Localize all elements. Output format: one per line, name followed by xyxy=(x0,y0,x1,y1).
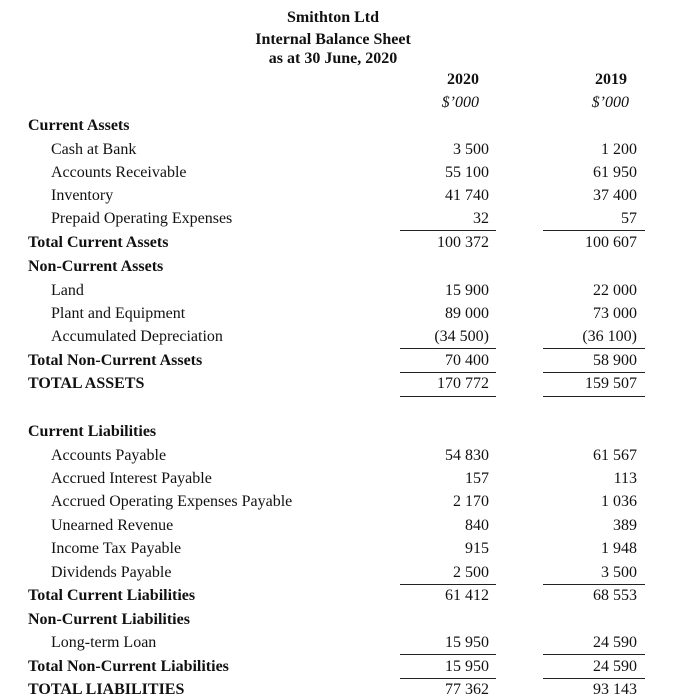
value-2019: 1 036 xyxy=(601,493,637,510)
row-label: Inventory xyxy=(51,187,114,204)
value-2020: 15 950 xyxy=(445,634,489,651)
total-label: Total Non-Current Liabilities xyxy=(28,658,229,675)
total-2019: 24 590 xyxy=(593,658,637,675)
row-label: Cash at Bank xyxy=(51,141,137,158)
value-2020: 41 740 xyxy=(445,187,489,204)
column-header-2020: 2020 xyxy=(447,71,479,88)
value-2020: (34 500) xyxy=(434,328,489,345)
row-label: Accrued Operating Expenses Payable xyxy=(51,493,293,510)
row-label: Prepaid Operating Expenses xyxy=(51,210,233,227)
value-2019: 73 000 xyxy=(593,305,637,322)
total-2020: 70 400 xyxy=(445,352,489,369)
row-label: Plant and Equipment xyxy=(51,305,186,322)
total-2020: 61 412 xyxy=(445,587,489,604)
unit-label-2020: $’000 xyxy=(441,94,479,111)
row-label: Accounts Payable xyxy=(51,447,167,464)
grand-total-2020: 170 772 xyxy=(437,375,489,392)
row-label: Land xyxy=(51,282,84,299)
unit-label-2019: $’000 xyxy=(591,94,629,111)
value-2020: 157 xyxy=(465,470,489,487)
subtotal-rule xyxy=(400,654,496,655)
value-2020: 915 xyxy=(465,540,489,557)
row-label: Unearned Revenue xyxy=(51,517,174,534)
total-2020: 15 950 xyxy=(445,658,489,675)
subtotal-rule xyxy=(400,584,496,585)
row-label: Dividends Payable xyxy=(51,564,172,581)
value-2019: 389 xyxy=(613,517,637,534)
value-2019: 57 xyxy=(621,210,637,227)
value-2019: 3 500 xyxy=(601,564,637,581)
total-label: Total Non-Current Assets xyxy=(28,352,203,369)
value-2020: 840 xyxy=(465,517,489,534)
value-2019: 61 567 xyxy=(593,447,637,464)
total-2020: 100 372 xyxy=(437,234,489,251)
value-2019: 37 400 xyxy=(593,187,637,204)
grand-total-label: TOTAL ASSETS xyxy=(28,375,145,392)
section-heading: Non-Current Assets xyxy=(28,258,164,275)
grand-total-2019: 93 143 xyxy=(593,681,637,698)
subtotal-rule xyxy=(543,372,645,373)
subtotal-rule xyxy=(543,654,645,655)
subtotal-rule xyxy=(400,348,496,349)
value-2019: 1 200 xyxy=(601,141,637,158)
value-2020: 15 900 xyxy=(445,282,489,299)
subtotal-rule xyxy=(400,230,496,231)
subtotal-rule xyxy=(400,372,496,373)
row-label: Income Tax Payable xyxy=(51,540,182,557)
value-2019: 1 948 xyxy=(601,540,637,557)
total-2019: 58 900 xyxy=(593,352,637,369)
row-label: Long-term Loan xyxy=(51,634,157,651)
subtotal-rule xyxy=(543,584,645,585)
company-name: Smithton Ltd xyxy=(286,9,380,26)
total-2019: 100 607 xyxy=(585,234,637,251)
grand-total-2020: 77 362 xyxy=(445,681,489,698)
value-2020: 55 100 xyxy=(445,164,489,181)
row-label: Accounts Receivable xyxy=(51,164,187,181)
value-2019: 24 590 xyxy=(593,634,637,651)
value-2020: 3 500 xyxy=(453,141,489,158)
value-2019: 61 950 xyxy=(593,164,637,181)
total-rule xyxy=(400,396,496,397)
section-heading: Non-Current Liabilities xyxy=(28,611,190,628)
subtotal-rule xyxy=(543,230,645,231)
subtotal-rule xyxy=(400,678,496,679)
total-2019: 68 553 xyxy=(593,587,637,604)
total-label: Total Current Liabilities xyxy=(28,587,196,604)
row-label: Accumulated Depreciation xyxy=(51,328,223,345)
total-label: Total Current Assets xyxy=(28,234,169,251)
value-2020: 54 830 xyxy=(445,447,489,464)
row-label: Accrued Interest Payable xyxy=(51,470,212,487)
total-rule xyxy=(543,396,645,397)
statement-date: as at 30 June, 2020 xyxy=(268,50,398,67)
column-header-2019: 2019 xyxy=(595,71,627,88)
value-2020: 32 xyxy=(473,210,489,227)
value-2019: 22 000 xyxy=(593,282,637,299)
section-heading: Current Assets xyxy=(28,117,130,134)
subtotal-rule xyxy=(543,678,645,679)
grand-total-label: TOTAL LIABILITIES xyxy=(28,681,185,698)
statement-title: Internal Balance Sheet xyxy=(255,31,411,48)
value-2020: 2 170 xyxy=(453,493,489,510)
value-2020: 89 000 xyxy=(445,305,489,322)
value-2020: 2 500 xyxy=(453,564,489,581)
value-2019: 113 xyxy=(613,470,637,487)
value-2019: (36 100) xyxy=(582,328,637,345)
section-heading: Current Liabilities xyxy=(28,423,157,440)
grand-total-2019: 159 507 xyxy=(585,375,637,392)
subtotal-rule xyxy=(543,348,645,349)
